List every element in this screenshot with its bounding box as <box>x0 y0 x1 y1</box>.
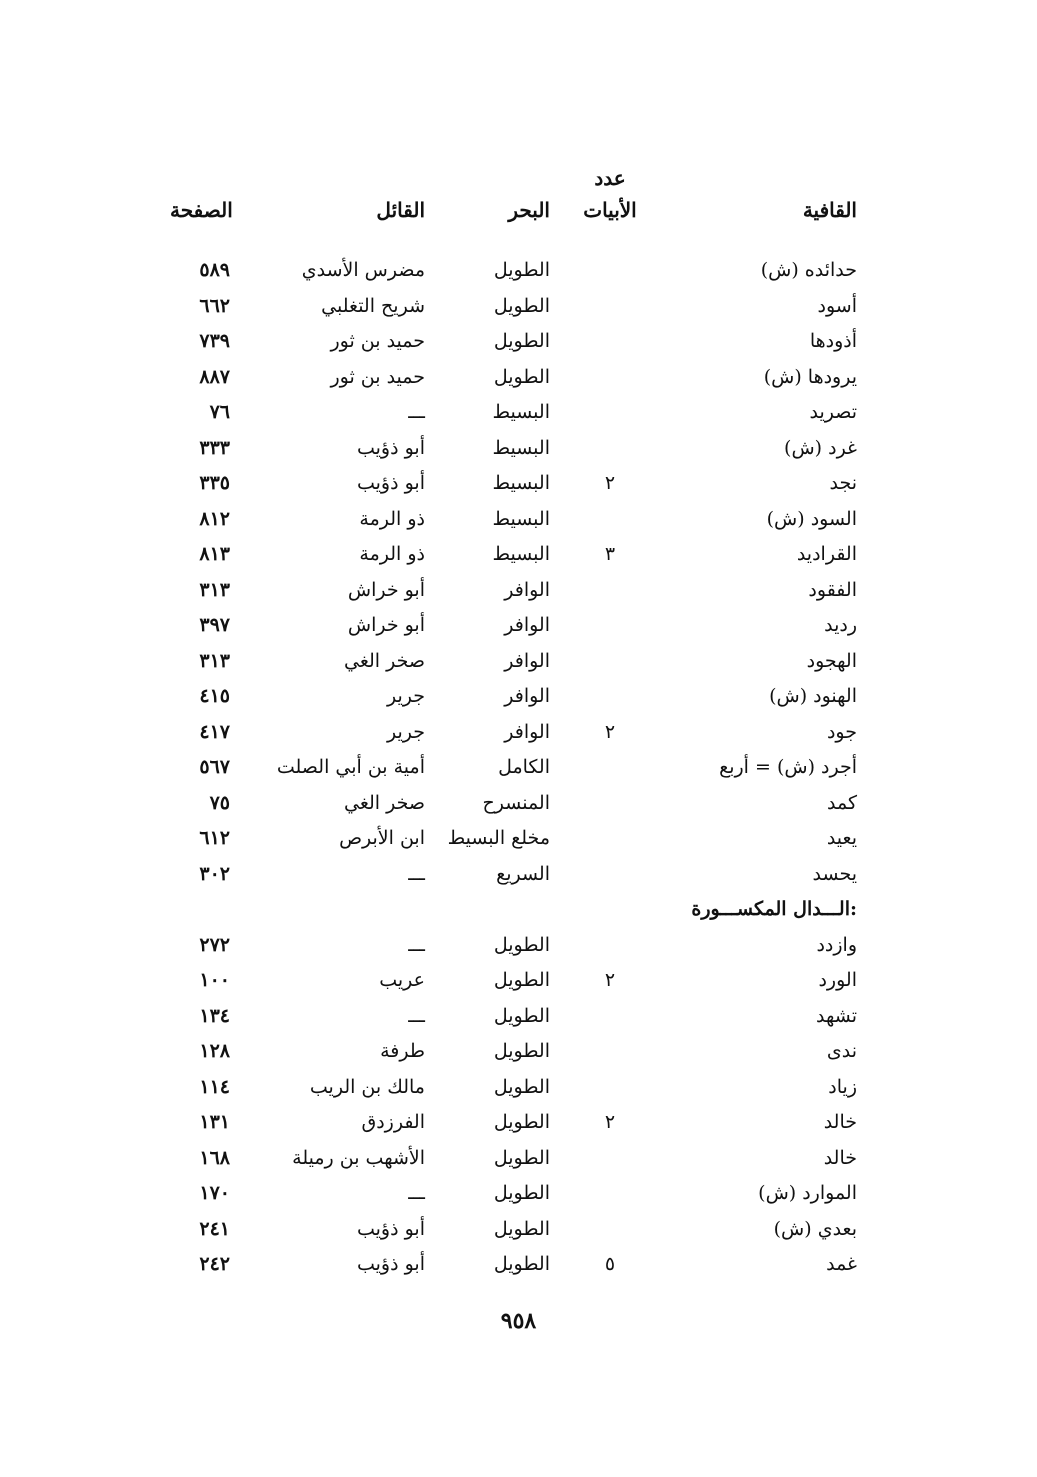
page-cell: ١٣١ <box>199 1111 230 1133</box>
rhyme-cell: زياد <box>828 1075 857 1098</box>
poet-cell: جرير <box>387 685 425 707</box>
rhyme-cell: أجرد (ش) = أربع <box>719 756 857 778</box>
page-cell: ٨١٣ <box>199 543 230 565</box>
table-row <box>0 468 1037 504</box>
count-cell: ٥ <box>604 1253 616 1275</box>
page-cell: ٨٨٧ <box>199 365 230 388</box>
meter-cell: البسيط <box>492 436 550 459</box>
rhyme-cell: يعيد <box>826 827 857 849</box>
poet-cell: ـــ <box>408 401 425 423</box>
page-cell: ٣١٣ <box>199 578 230 601</box>
poet-cell: عريب <box>379 969 425 991</box>
header-rhyme: القافية <box>802 198 857 222</box>
meter-cell: الطويل <box>493 969 550 991</box>
poet-cell: أبو ذؤيب <box>356 472 425 494</box>
poet-cell: أمية بن أبي الصلت <box>276 756 425 778</box>
meter-cell: السريع <box>496 862 550 885</box>
header-poet: القائل <box>376 198 425 222</box>
meter-cell: الطويل <box>493 1217 550 1240</box>
meter-cell: الطويل <box>493 1182 550 1204</box>
page-cell: ١٣٤ <box>199 1004 230 1027</box>
meter-cell: الوافر <box>504 614 550 636</box>
table-row <box>0 539 1037 575</box>
poet-cell: شريح التغلبي <box>321 294 425 317</box>
rhyme-cell: القراديد <box>796 543 857 565</box>
rhyme-cell: الفقود <box>808 578 857 601</box>
meter-cell: الوافر <box>504 685 550 707</box>
meter-cell: الكامل <box>498 756 550 778</box>
table-row <box>0 1107 1037 1143</box>
poet-cell: أبو خراش <box>347 578 425 601</box>
poet-cell: ـــ <box>408 933 425 956</box>
count-cell: ٢ <box>604 472 616 494</box>
table-row <box>0 1249 1037 1285</box>
meter-cell: الطويل <box>493 1040 550 1062</box>
poet-cell: أبو خراش <box>347 614 425 636</box>
rhyme-cell: نجد <box>829 472 857 494</box>
meter-cell: الطويل <box>493 933 550 956</box>
header-count: الأبيات <box>583 198 637 222</box>
table-row <box>0 1036 1037 1072</box>
page-cell: ١٠٠ <box>199 969 230 991</box>
table-row <box>0 859 1037 895</box>
meter-cell: الطويل <box>493 1253 550 1275</box>
page-cell: ٥٦٧ <box>199 756 230 778</box>
page-cell: ٢٧٢ <box>199 933 230 956</box>
rhyme-cell: غرد (ش) <box>784 436 857 459</box>
poet-cell: ـــ <box>408 1182 425 1204</box>
header-count-top: عدد <box>594 166 626 190</box>
table-row <box>0 823 1037 859</box>
meter-cell: الطويل <box>493 365 550 388</box>
meter-cell: الطويل <box>493 1111 550 1133</box>
rhyme-cell: تشهد <box>816 1004 857 1027</box>
rhyme-cell: أذودها <box>809 330 857 352</box>
table-row <box>0 575 1037 611</box>
page-cell: ٣٠٢ <box>199 862 230 885</box>
header-page: الصفحة <box>170 198 233 222</box>
poet-cell: أبو ذؤيب <box>356 1217 425 1240</box>
page-cell: ٦١٢ <box>199 827 230 849</box>
page-cell: ٣٣٥ <box>199 472 230 494</box>
page-cell: ٧٣٩ <box>199 330 230 352</box>
table-row <box>0 965 1037 1001</box>
count-cell: ٢ <box>604 1111 616 1133</box>
rhyme-cell: جود <box>826 720 857 743</box>
rhyme-cell: الموارد (ش) <box>758 1182 857 1204</box>
rhyme-cell: رديد <box>824 614 857 636</box>
count-cell: ٢ <box>604 969 616 991</box>
poet-cell: طرفة <box>380 1040 425 1062</box>
section-title: الـــدال المكســـورة: <box>691 898 857 920</box>
poet-cell: مضرس الأسدي <box>301 259 425 281</box>
page-cell: ١١٤ <box>199 1075 230 1098</box>
table-row <box>0 646 1037 682</box>
rhyme-cell: يرودها (ش) <box>763 365 857 388</box>
poet-cell: حميد بن ثور <box>330 330 425 352</box>
poet-cell: حميد بن ثور <box>330 365 425 388</box>
table-row <box>0 717 1037 753</box>
poet-cell: ـــ <box>408 1004 425 1027</box>
meter-cell: الوافر <box>504 578 550 601</box>
page-cell: ٢٤١ <box>199 1217 230 1240</box>
meter-cell: الوافر <box>504 649 550 672</box>
meter-cell: البسيط <box>492 401 550 423</box>
meter-cell: الطويل <box>493 1146 550 1169</box>
table-row <box>0 1143 1037 1179</box>
rhyme-cell: بعدي (ش) <box>773 1217 857 1240</box>
meter-cell: المنسرح <box>482 791 550 814</box>
rhyme-cell: الورد <box>818 969 857 991</box>
table-row <box>0 255 1037 291</box>
poet-cell: صخر الغي <box>344 649 425 672</box>
poet-cell: الأشهب بن رميلة <box>292 1146 425 1169</box>
poet-cell: الفرزدق <box>361 1111 425 1133</box>
table-row <box>0 291 1037 327</box>
page-cell: ٣٣٣ <box>199 436 230 459</box>
meter-cell: الطويل <box>493 294 550 317</box>
rhyme-cell: وازدد <box>816 933 857 956</box>
rhyme-cell: السود (ش) <box>766 507 857 530</box>
meter-cell: الطويل <box>493 1075 550 1098</box>
poet-cell: مالك بن الريب <box>309 1075 425 1098</box>
poet-cell: ذو الرمة <box>359 507 425 530</box>
poet-cell: ـــ <box>408 862 425 885</box>
meter-cell: البسيط <box>492 543 550 565</box>
meter-cell: البسيط <box>492 472 550 494</box>
poet-cell: ابن الأبرص <box>339 827 425 849</box>
rhyme-cell: الهجود <box>806 649 857 672</box>
rhyme-cell: كمد <box>826 791 857 814</box>
table-row <box>0 681 1037 717</box>
page-number: ٩٥٨ <box>500 1308 537 1334</box>
rhyme-cell: غمد <box>826 1253 857 1275</box>
table-row <box>0 930 1037 966</box>
table-row <box>0 504 1037 540</box>
poet-cell: أبو ذؤيب <box>356 1253 425 1275</box>
meter-cell: الطويل <box>493 1004 550 1027</box>
rhyme-cell: أسود <box>817 294 857 317</box>
table-row <box>0 1001 1037 1037</box>
page-cell: ١٧٠ <box>199 1182 230 1204</box>
table-row <box>0 1214 1037 1250</box>
table-row <box>0 610 1037 646</box>
header-meter: البحر <box>508 198 550 222</box>
meter-cell: البسيط <box>492 507 550 530</box>
rhyme-cell: حدائده (ش) <box>760 259 857 281</box>
section-heading <box>0 894 1037 930</box>
rhyme-cell: تصريد <box>809 401 857 423</box>
rhyme-cell: خالد <box>823 1146 857 1169</box>
table-row <box>0 1178 1037 1214</box>
table-header <box>0 198 1037 234</box>
table-row <box>0 752 1037 788</box>
page-cell: ٧٦ <box>209 401 230 423</box>
meter-cell: الطويل <box>493 259 550 281</box>
table-row <box>0 362 1037 398</box>
page-cell: ٤١٥ <box>199 685 230 707</box>
table-row <box>0 397 1037 433</box>
meter-cell: الوافر <box>504 720 550 743</box>
poet-cell: ذو الرمة <box>359 543 425 565</box>
page-cell: ١٢٨ <box>199 1040 230 1062</box>
page-cell: ٢٤٢ <box>199 1253 230 1275</box>
poet-cell: أبو ذؤيب <box>356 436 425 459</box>
count-cell: ٣ <box>604 543 616 565</box>
page-cell: ٣١٣ <box>199 649 230 672</box>
rhyme-cell: الهنود (ش) <box>769 685 857 707</box>
page-cell: ٤١٧ <box>199 720 230 743</box>
page-cell: ٨١٢ <box>199 507 230 530</box>
poet-cell: صخر الغي <box>344 791 425 814</box>
page-cell: ٣٩٧ <box>199 614 230 636</box>
table-row <box>0 1072 1037 1108</box>
rhyme-cell: يحسد <box>812 862 857 885</box>
meter-cell: مخلع البسيط <box>447 827 550 849</box>
poet-cell: جرير <box>387 720 425 743</box>
page-cell: ٧٥ <box>209 791 230 814</box>
rhyme-cell: ندى <box>826 1040 857 1062</box>
meter-cell: الطويل <box>493 330 550 352</box>
table-row <box>0 788 1037 824</box>
page-cell: ١٦٨ <box>199 1146 230 1169</box>
page-cell: ٥٨٩ <box>199 259 230 281</box>
rhyme-cell: خالد <box>823 1111 857 1133</box>
table-row <box>0 433 1037 469</box>
table-row <box>0 326 1037 362</box>
page-cell: ٦٦٢ <box>199 294 230 317</box>
table-body <box>0 255 1037 1285</box>
count-cell: ٢ <box>604 720 616 743</box>
